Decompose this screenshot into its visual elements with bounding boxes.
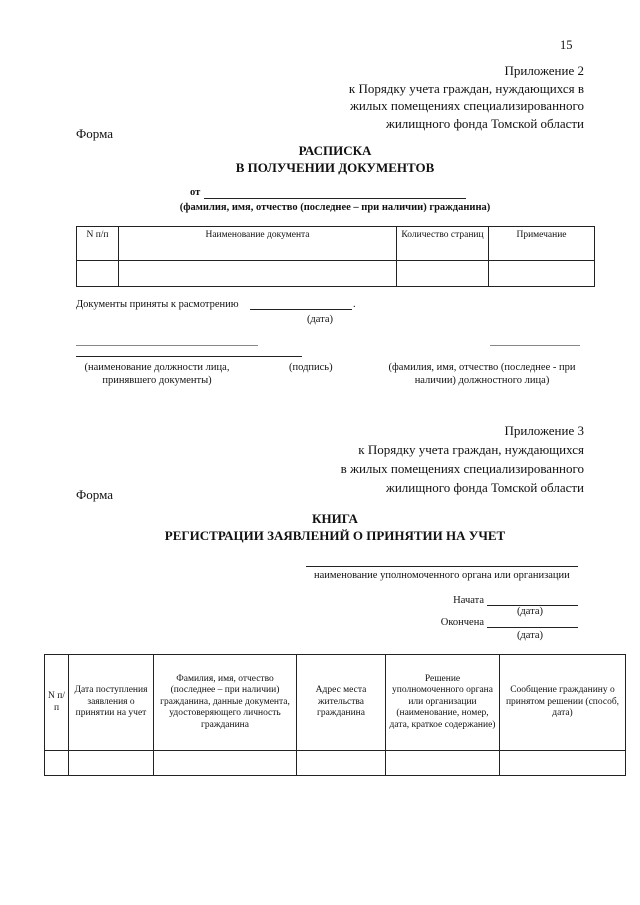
- reg-cell[interactable]: [154, 751, 297, 776]
- reg-col-number: N п/п: [45, 655, 69, 751]
- page-number: 15: [560, 38, 573, 52]
- from-field-line[interactable]: [204, 198, 466, 199]
- receipt-col-note: Примечание: [489, 227, 595, 261]
- ended-date-line[interactable]: [487, 627, 578, 628]
- caption-official-name: (фамилия, имя, отчество (последнее - при наличии) должностного лица): [388, 362, 576, 386]
- started-label: Начата: [453, 595, 484, 606]
- reg-cell[interactable]: [69, 751, 154, 776]
- ended-label: Окончена: [440, 617, 484, 628]
- receipt-empty-row: [77, 261, 595, 287]
- accepted-date-caption: (дата): [306, 314, 334, 325]
- caption-position: (наименование должности лица, принявшего документы): [84, 362, 230, 386]
- reg-col-notification: Сообщение гражданину о принятом решении (способ, дата): [500, 655, 626, 751]
- book-title-line-2: РЕГИСТРАЦИИ ЗАЯВЛЕНИЙ О ПРИНЯТИИ НА УЧЕТ: [164, 528, 506, 543]
- appendix3-header: [280, 421, 584, 497]
- receipt-col-document: Наименование документа: [119, 227, 397, 261]
- appendix3-line-2: в жилых помещениях специализированного: [340, 461, 584, 476]
- reg-col-date: Дата поступления заявления о принятии на учет: [69, 655, 154, 751]
- book-title: [120, 510, 550, 544]
- appendix2-line-3: жилищного фонда Томской области: [385, 115, 584, 131]
- registration-table: [44, 654, 626, 776]
- appendix2-line-1: к Порядку учета граждан, нуждающихся в: [348, 80, 584, 96]
- started-date-caption: (дата): [516, 606, 544, 617]
- reg-col-address: Адрес места жительства гражданина: [297, 655, 386, 751]
- from-label: от: [190, 187, 201, 198]
- appendix2-heading: Приложение 2: [504, 63, 584, 78]
- receipt-col-pages: Количество страниц: [397, 227, 489, 261]
- reg-cell[interactable]: [45, 751, 69, 776]
- org-caption: наименование уполномоченного органа или организации: [314, 570, 570, 581]
- reg-col-decision: Решение уполномоченного органа или организации (наименование, номер, дата, краткое содержание): [386, 655, 500, 751]
- form-label: Форма: [76, 126, 113, 141]
- book-title-line-1: КНИГА: [312, 511, 358, 526]
- receipt-cell[interactable]: [119, 261, 397, 287]
- reg-cell[interactable]: [386, 751, 500, 776]
- receipt-cell[interactable]: [397, 261, 489, 287]
- receipt-title: [150, 142, 520, 176]
- appendix3-heading: Приложение 3: [504, 423, 584, 438]
- appendix2-header: [280, 62, 584, 132]
- appendix3-line-3: жилищного фонда Томской области: [385, 480, 584, 495]
- reg-empty-row: [45, 751, 626, 776]
- position-line-faint: [76, 345, 258, 346]
- caption-signature: (подпись): [289, 362, 333, 373]
- appendix3-line-1: к Порядку учета граждан, нуждающихся: [358, 442, 584, 457]
- reg-col-citizen: Фамилия, имя, отчество (последнее – при наличии) гражданина, данные документа, удостоверяющего личность гражданина: [154, 655, 297, 751]
- accepted-date-line[interactable]: [250, 309, 352, 310]
- appendix2-line-2: жилых помещениях специализированного: [349, 98, 584, 113]
- ended-date-caption: (дата): [516, 630, 544, 641]
- form-label-2: Форма: [76, 487, 113, 502]
- reg-cell[interactable]: [500, 751, 626, 776]
- org-name-line[interactable]: [306, 566, 578, 567]
- accepted-period: .: [353, 299, 356, 310]
- receipt-table: [76, 226, 595, 287]
- from-caption: (фамилия, имя, отчество (последнее – при наличии) гражданина): [179, 202, 491, 213]
- receipt-cell[interactable]: [77, 261, 119, 287]
- accepted-text: Документы приняты к расмотрению: [76, 299, 239, 310]
- name-line-faint: [490, 345, 580, 346]
- receipt-col-number: N п/п: [77, 227, 119, 261]
- receipt-cell[interactable]: [489, 261, 595, 287]
- receipt-title-line-2: В ПОЛУЧЕНИИ ДОКУМЕНТОВ: [235, 160, 435, 175]
- receipt-title-line-1: РАСПИСКА: [298, 143, 372, 158]
- position-line[interactable]: [76, 356, 302, 357]
- reg-cell[interactable]: [297, 751, 386, 776]
